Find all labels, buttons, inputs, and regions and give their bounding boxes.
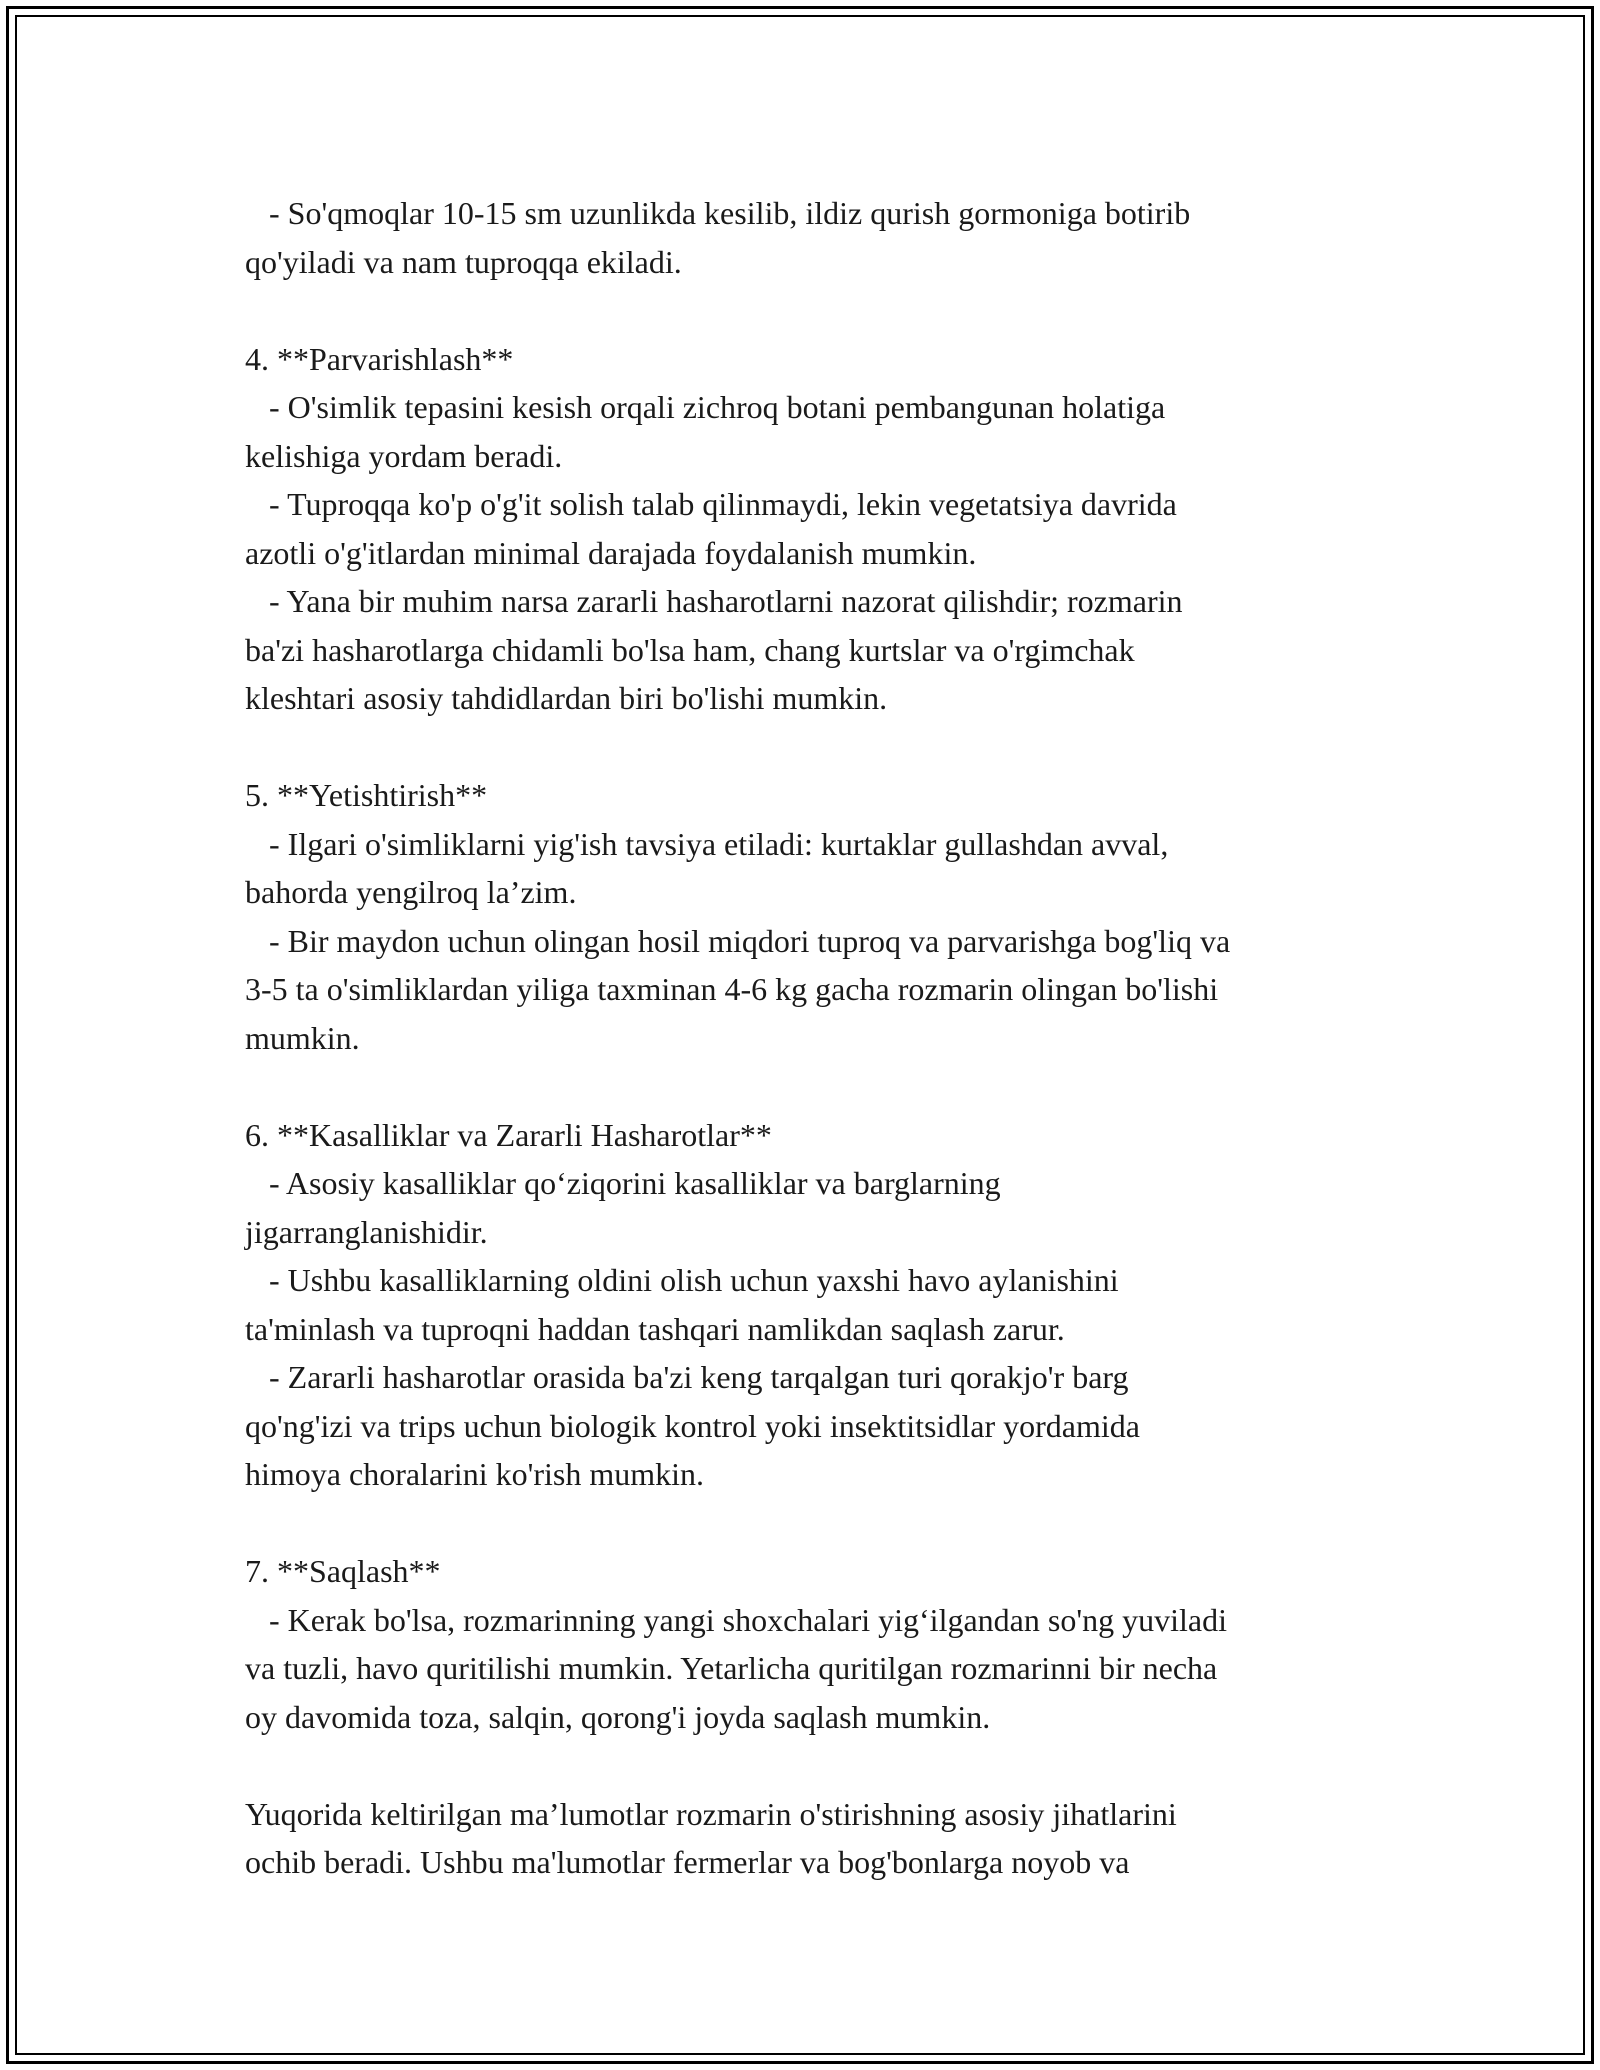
- text-line: - Yana bir muhim narsa zararli hasharotlarni nazorat qilishdir; rozmarin: [245, 583, 1183, 619]
- text-line: - Tuproqqa ko'p o'g'it solish talab qilinmaydi, lekin vegetatsiya davrida: [245, 486, 1177, 522]
- blank-line: [245, 1062, 1395, 1111]
- blank-line: [245, 723, 1395, 772]
- text-line: Yuqorida keltirilgan ma’lumotlar rozmarin o'stirishning asosiy jihatlarini: [245, 1795, 1177, 1832]
- text-line: qo'ng'izi va trips uchun biologik kontrol yoki insektitsidlar yordamida: [245, 1407, 1140, 1444]
- text-line: 4. **Parvarishlash**: [245, 340, 514, 377]
- text-line: - O'simlik tepasini kesish orqali zichroq botani pembangunan holatiga: [245, 389, 1166, 425]
- text-line: 5. **Yetishtirish**: [245, 777, 488, 813]
- text-line: 7. **Saqlash**: [245, 1553, 441, 1589]
- text-line: bahorda yengilroq la’zim.: [245, 874, 577, 910]
- blank-line: [245, 1499, 1395, 1548]
- text-line: va tuzli, havo quritilishi mumkin. Yetarlicha quritilgan rozmarinni bir necha: [245, 1650, 1218, 1686]
- blank-line: [245, 1741, 1395, 1790]
- blank-line: [245, 286, 1395, 335]
- text-line: - Zararli hasharotlar orasida ba'zi keng tarqalgan turi qorakjo'r barg: [245, 1359, 1129, 1395]
- text-line: jigarranglanishidir.: [245, 1213, 488, 1250]
- text-line: - Bir maydon uchun olingan hosil miqdori tuproq va parvarishga bog'liq va: [245, 922, 1231, 959]
- text-line: ta'minlash va tuproqni haddan tashqari namlikdan saqlash zarur.: [245, 1310, 1065, 1347]
- text-line: 3-5 ta o'simliklardan yiliga taxminan 4-6 kg gacha rozmarin olingan bo'lishi: [245, 971, 1219, 1007]
- text-line: kelishiga yordam beradi.: [245, 437, 563, 474]
- text-line: oy davomida toza, salqin, qorong'i joyda saqlash mumkin.: [245, 1698, 991, 1735]
- text-line: mumkin.: [245, 1019, 360, 1056]
- text-line: - Ilgari o'simliklarni yig'ish tavsiya etiladi: kurtaklar gullashdan avval,: [245, 825, 1169, 862]
- text-line: - So'qmoqlar 10-15 sm uzunlikda kesilib, ildiz qurish gormoniga botirib: [245, 195, 1191, 231]
- text-line: himoya choralarini ko'rish mumkin.: [245, 1456, 705, 1492]
- text-line: 6. **Kasalliklar va Zararli Hasharotlar**: [245, 1116, 772, 1153]
- text-line: ba'zi hasharotlarga chidamli bo'lsa ham, chang kurtslar va o'rgimchak: [245, 631, 1135, 668]
- text-line: ochib beradi. Ushbu ma'lumotlar fermerlar va bog'bonlarga noyob va: [245, 1844, 1130, 1880]
- text-line: - Kerak bo'lsa, rozmarinning yangi shoxchalari yig‘ilgandan so'ng yuviladi: [245, 1601, 1227, 1638]
- text-line: qo'yiladi va nam tuproqqa ekiladi.: [245, 243, 682, 280]
- document-body: [245, 189, 1395, 1887]
- text-line: azotli o'g'itlardan minimal darajada foydalanish mumkin.: [245, 534, 977, 571]
- text-line: - Ushbu kasalliklarning oldini olish uchun yaxshi havo aylanishini: [245, 1262, 1119, 1298]
- text-line: kleshtari asosiy tahdidlardan biri bo'lishi mumkin.: [245, 680, 888, 716]
- text-line: - Asosiy kasalliklar qo‘ziqorini kasalliklar va barglarning: [245, 1165, 1001, 1201]
- page-frame: [6, 6, 1594, 2064]
